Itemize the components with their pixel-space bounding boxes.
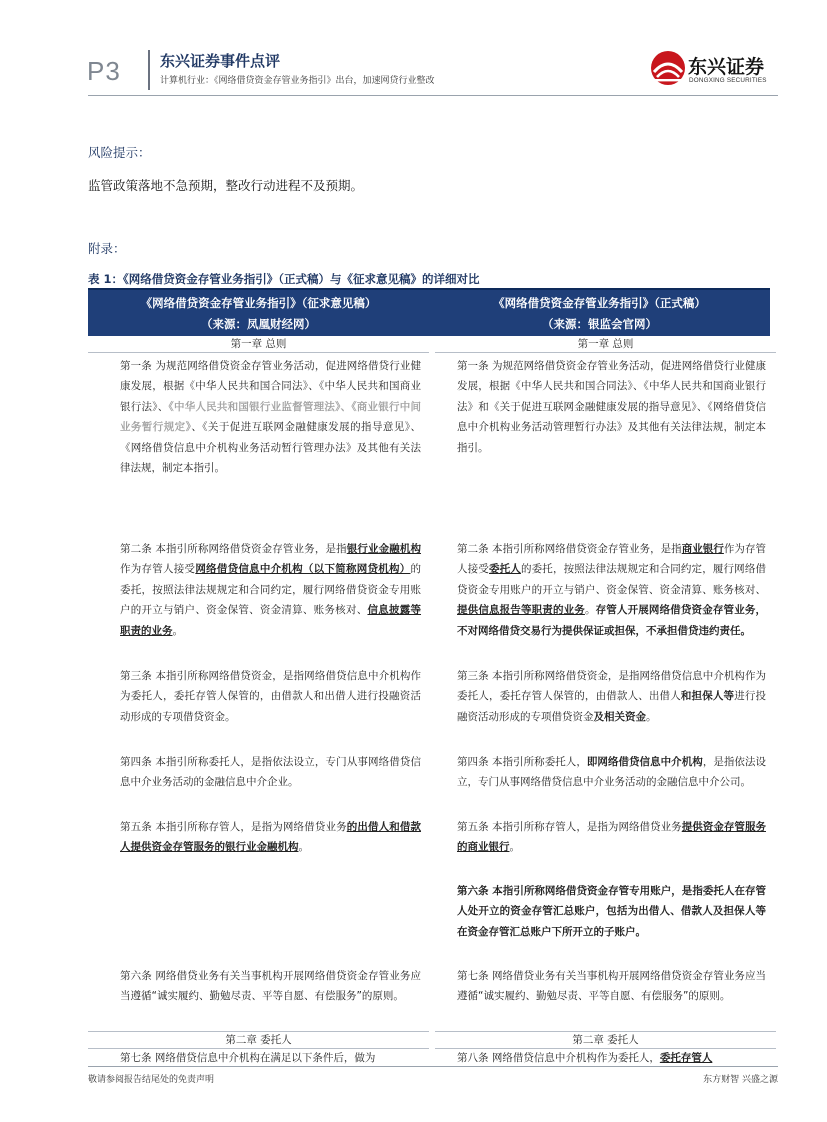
chapter-heading: 第一章 总则: [435, 336, 776, 353]
final-article-8: 第八条 网络借贷信息中介机构作为委托人，委托存管人: [457, 1052, 713, 1064]
table-header: [88, 288, 770, 336]
header-col-final: [429, 290, 770, 336]
final-article-4: 第四条 本指引所称委托人，即网络借贷信息中介机构，是指依法设立，专门从事网络借贷信息中介业务活动的金融信息中介公司。: [457, 756, 767, 789]
chapter-heading: 第二章 委托人: [88, 1031, 429, 1049]
footer-slogan: 东方财智 兴盛之源: [703, 1075, 778, 1085]
final-article-1: 第一条 为规范网络借贷资金存管业务活动，促进网络借贷行业健康发展，根据《中华人民共和国合同法》、《中华人民共和国商业银行法》和《关于促进互联网金融健康发展的指导意见》、《网络借贷信息中介机构业务活动管理暂行办法》及其他有关法律法规，制定本指引。: [457, 360, 766, 454]
risk-title: 风险提示：: [88, 145, 151, 160]
draft-article-5: 第五条 本指引所称存管人，是指为网络借贷业务的出借人和借款人提供资金存管服务的银行业金融机构。: [120, 821, 422, 854]
table-caption: 表 1：《网络借贷资金存管业务指引》（正式稿）与《征求意见稿》的详细对比: [88, 272, 480, 286]
draft-article-2: 第二条 本指引所称网络借贷资金存管业务，是指银行业金融机构作为存管人接受网络借贷信息中介机构（以下简称网贷机构）的委托，按照法律法规规定和合同约定，履行网络借贷资金专用账户的开立与销户、资金保管、资金清算、账务核对、信息披露等职责的业务。: [120, 543, 422, 637]
logo-english: DONGXING SECURITIES: [689, 77, 767, 84]
final-article-5: 第五条 本指引所称存管人，是指为网络借贷业务提供资金存管服务的商业银行。: [457, 821, 766, 854]
header-draft-title: 《网络借贷资金存管业务指引》（征求意见稿）: [140, 296, 377, 310]
deleted-text: 《中华人民共和国银行业监督管理法》、《商业银行中间业务暂行规定》: [120, 400, 422, 434]
chapter-heading: 第二章 委托人: [435, 1031, 776, 1049]
risk-text: 监管政策落地不急预期，整改行动进程不及预期。: [88, 178, 364, 193]
company-logo: [650, 48, 780, 92]
header-divider: [148, 50, 150, 90]
header-draft-source: （来源：凤凰财经网）: [201, 317, 316, 331]
logo-name: 东兴证券: [688, 56, 765, 78]
table-body: [88, 336, 770, 1064]
header-final-source: （来源：银监会官网）: [542, 317, 657, 331]
page-number: P3: [87, 56, 121, 86]
chapter-heading: 第一章 总则: [88, 336, 429, 353]
comparison-table: [88, 288, 770, 1064]
header-col-draft: [88, 290, 429, 336]
draft-column: [88, 336, 429, 1064]
final-article-7: 第七条 网络借贷业务有关当事机构开展网络借贷资金存管业务应当遵循“诚实履约、勤勉尽责、平等自愿、有偿服务”的原则。: [457, 970, 766, 1003]
page-header: [0, 0, 827, 100]
report-type: 东兴证券事件点评: [160, 52, 281, 70]
draft-article-1: 第一条 为规范网络借贷资金存管业务活动，促进网络借贷行业健康发展，根据《中华人民共和国合同法》、《中华人民共和国商业银行法》、《中华人民共和国银行业监督管理法》、《商业银行中间业务暂行规定》、《关于促进互联网金融健康发展的指导意见》、《网络借贷信息中介机构业务活动暂行管理办法》及其他有关法律法规，制定本指引。: [120, 360, 422, 475]
final-column: [429, 336, 770, 1064]
logo-mark-icon: [650, 48, 686, 88]
appendix-title: 附录：: [88, 241, 126, 256]
final-article-3: 第三条 本指引所称网络借贷资金，是指网络借贷信息中介机构作为委托人，委托存管人保管的，由借款人、出借人和担保人等进行投融资活动形成的专项借贷资金及相关资金。: [457, 670, 767, 723]
header-rule: [88, 95, 778, 96]
draft-article-6: 第六条 网络借贷业务有关当事机构开展网络借贷资金存管业务应当遵循“诚实履约、勤勉尽责、平等自愿、有偿服务”的原则。: [120, 970, 421, 1003]
report-subtitle: 计算机行业：《网络借贷资金存管业务指引》出台，加速网贷行业整改: [160, 76, 435, 86]
draft-article-7: 第七条 网络借贷信息中介机构在满足以下条件后，做为: [120, 1052, 376, 1064]
footer-rule: [88, 1066, 778, 1067]
draft-article-3: 第三条 本指引所称网络借贷资金，是指网络借贷信息中介机构作为委托人，委托存管人保管的，由借款人和出借人进行投融资活动形成的专项借贷资金。: [120, 670, 421, 723]
final-article-6: 第六条 本指引所称网络借贷资金存管专用账户，是指委托人在存管人处开立的资金存管汇总账户，包括为出借人、借款人及担保人等在资金存管汇总账户下所开立的子账户。: [457, 885, 766, 938]
final-article-2: 第二条 本指引所称网络借贷资金存管业务，是指商业银行作为存管人接受委托人的委托，按照法律法规规定和合同约定，履行网络借贷资金专用账户的开立与销户、资金保管、资金清算、账务核对、提供信息报告等职责的业务。存管人开展网络借贷资金存管业务，不对网络借贷交易行为提供保证或担保，不承担借贷违约责任。: [457, 543, 767, 637]
footer-disclaimer: 敬请参阅报告结尾处的免责声明: [88, 1075, 215, 1085]
header-final-title: 《网络借贷资金存管业务指引》（正式稿）: [493, 296, 706, 310]
draft-article-4: 第四条 本指引所称委托人，是指依法设立，专门从事网络借贷信息中介业务活动的金融信息中介企业。: [120, 756, 421, 789]
